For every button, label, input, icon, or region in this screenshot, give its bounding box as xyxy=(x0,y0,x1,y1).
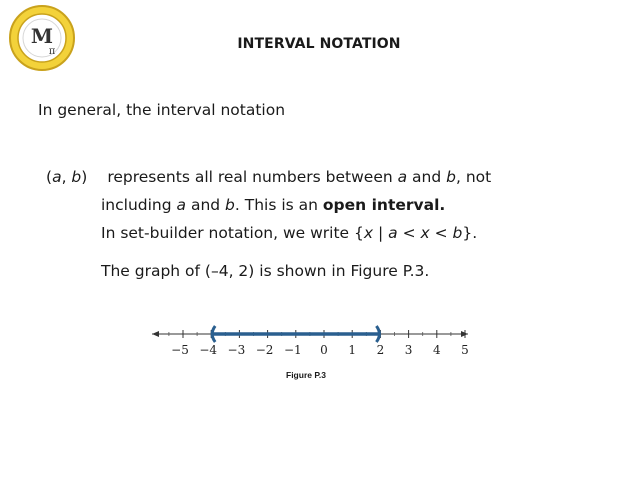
open-interval-term: open interval. xyxy=(322,196,446,214)
this-is-text: . This is an xyxy=(234,196,323,214)
var-a: a xyxy=(52,168,62,186)
logo-symbol: π xyxy=(48,46,56,57)
comma: , xyxy=(61,168,72,186)
tick-label: 4 xyxy=(432,343,441,357)
graph-text: The graph of (–4, 2) is shown in Figure P.3. xyxy=(101,262,430,280)
tick-label: −5 xyxy=(171,343,189,357)
tick-label: −2 xyxy=(255,343,274,357)
tick-label: 1 xyxy=(348,343,357,357)
logo-letter: M xyxy=(30,24,54,48)
tick-label: 5 xyxy=(461,343,469,357)
not-text: , not xyxy=(455,168,492,186)
var-x-2: x xyxy=(420,224,430,242)
var-a-3: a xyxy=(176,196,187,214)
number-line xyxy=(150,320,470,370)
page-title: INTERVAL NOTATION xyxy=(237,36,401,52)
definition-text: represents all real numbers between xyxy=(107,168,398,186)
paren-close: ) xyxy=(81,168,88,186)
var-x: x xyxy=(363,224,374,242)
figure-caption: Figure P.3 xyxy=(286,370,326,380)
var-b-4: b xyxy=(452,224,463,242)
lt-1: < xyxy=(397,224,421,242)
definition-line-1 xyxy=(46,168,491,186)
intro-text: In general, the interval notation xyxy=(38,101,286,119)
tick-label: 0 xyxy=(320,343,328,357)
set-builder-text: In set-builder notation, we write { xyxy=(101,224,364,242)
var-a-4: a xyxy=(388,224,398,242)
axis-arrow-left-icon xyxy=(152,331,159,337)
bar-text: | xyxy=(373,224,389,242)
definition-line-2 xyxy=(101,196,445,214)
including-text: including xyxy=(101,196,177,214)
set-close: }. xyxy=(462,224,478,242)
tick-label: −3 xyxy=(227,343,246,357)
var-b: b xyxy=(71,168,82,186)
tick-label: −1 xyxy=(283,343,302,357)
var-b-2: b xyxy=(446,168,456,186)
lt-2: < xyxy=(429,224,453,242)
paren-open: ( xyxy=(46,168,53,186)
tick-label: −4 xyxy=(199,343,218,357)
and-text-2: and xyxy=(186,196,226,214)
tick-label: 2 xyxy=(376,343,385,357)
and-text: and xyxy=(407,168,447,186)
var-b-3: b xyxy=(225,196,235,214)
tick-label: 3 xyxy=(404,343,413,357)
definition-line-3 xyxy=(101,224,477,242)
var-a-2: a xyxy=(397,168,408,186)
